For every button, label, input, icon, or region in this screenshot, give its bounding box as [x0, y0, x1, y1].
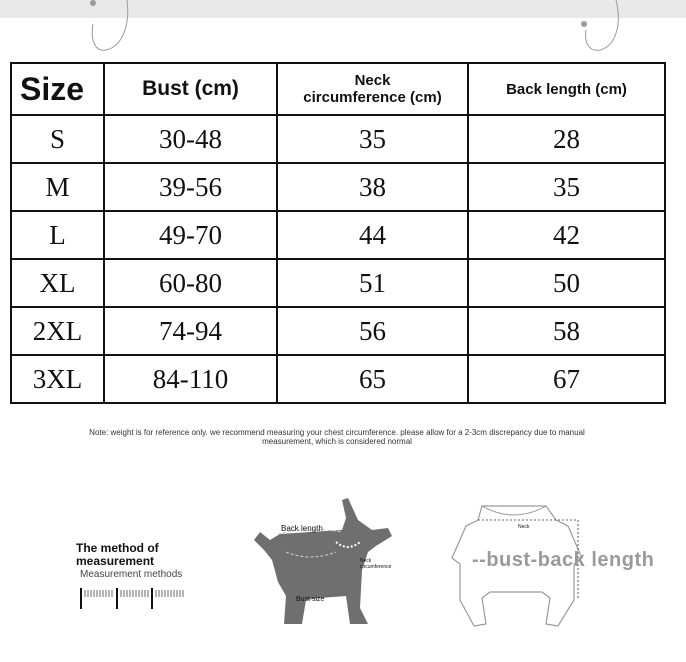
header-bust: Bust (cm)	[104, 63, 277, 115]
size-chart-table	[10, 62, 666, 404]
coat-bust-back-length-label: --bust-back length	[472, 549, 655, 571]
reference-note	[10, 428, 664, 446]
cell-bust: 39-56	[104, 163, 277, 211]
note-line2: measurement, which is considered normal	[262, 437, 412, 446]
cell-bust: 60-80	[104, 259, 277, 307]
cell-size: 3XL	[11, 355, 104, 403]
cell-size: 2XL	[11, 307, 104, 355]
header-neck-line2: circumference (cm)	[303, 89, 442, 106]
cell-neck: 44	[277, 211, 468, 259]
cell-back: 58	[468, 307, 665, 355]
cell-neck: 56	[277, 307, 468, 355]
header-row	[11, 63, 665, 115]
cell-neck: 51	[277, 259, 468, 307]
dog-neck-label-line1: Neck	[360, 558, 372, 564]
cell-back: 42	[468, 211, 665, 259]
method-title: The method of measurement	[76, 541, 159, 568]
table-row	[11, 211, 665, 259]
header-neck	[277, 63, 468, 115]
hanger-left-icon	[84, 0, 134, 56]
dog-bust-size-label: Bust size	[296, 596, 325, 603]
cell-bust: 74-94	[104, 307, 277, 355]
cell-back: 35	[468, 163, 665, 211]
cell-bust: 49-70	[104, 211, 277, 259]
cell-size: XL	[11, 259, 104, 307]
cell-back: 50	[468, 259, 665, 307]
cell-back: 28	[468, 115, 665, 163]
hanger-right-icon	[576, 0, 626, 56]
table-row	[11, 307, 665, 355]
cell-neck: 38	[277, 163, 468, 211]
dog-neck-label	[360, 558, 391, 570]
header-size: Size	[11, 63, 104, 115]
measuring-tape-icon	[80, 587, 186, 611]
cell-back: 67	[468, 355, 665, 403]
cell-size: L	[11, 211, 104, 259]
table-row	[11, 355, 665, 403]
cell-bust: 30-48	[104, 115, 277, 163]
cell-bust: 84-110	[104, 355, 277, 403]
header-back-length: Back length (cm)	[468, 63, 665, 115]
table-row	[11, 115, 665, 163]
dog-neck-label-line2: circumference	[360, 564, 392, 570]
table-row	[11, 259, 665, 307]
coat-neck-label: Neck	[518, 524, 530, 530]
cell-size: M	[11, 163, 104, 211]
cell-neck: 35	[277, 115, 468, 163]
header-neck-line1: Neck	[354, 72, 391, 89]
table-row	[11, 163, 665, 211]
cell-size: S	[11, 115, 104, 163]
dog-back-length-label: Back length	[281, 524, 323, 533]
note-line1: Note: weight is for reference only. we recommend measuring your chest circumference. please allow for a 2-3cm discrepancy due to manual	[89, 428, 585, 437]
cell-neck: 65	[277, 355, 468, 403]
method-subtitle: Measurement methods	[80, 569, 183, 580]
